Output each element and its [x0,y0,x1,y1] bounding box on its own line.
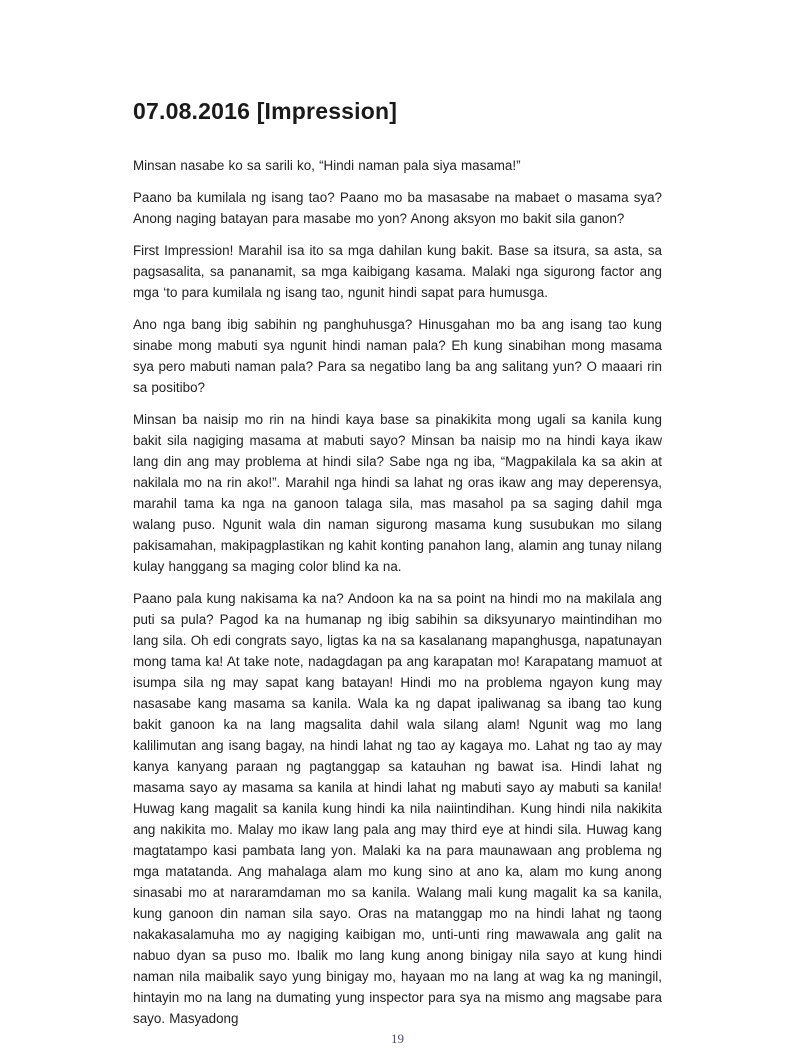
page-number: 19 [391,1031,404,1046]
page-title: 07.08.2016 [Impression] [133,98,398,124]
paragraph-3: First Impression! Marahil isa ito sa mga dahilan kung bakit. Base sa itsura, sa asta, sa pagsasalita, sa pananamit, sa mga kaibigang kasama. Malaki nga sigurong factor ang mga ‘to para kumilala ng isang tao, ngunit hindi sapat para humusga. [133,243,662,300]
paragraph-6: Paano pala kung nakisama ka na? Andoon ka na sa point na hindi mo na makilala ang puti sa pula? Pagod ka na humanap ng ibig sabihin sa diksyunaryo maintindihan mo lang sila. Oh edi congrats sayo, ligtas ka na sa kasalanang mapanghusga, napatunayan mong tama ka! At take note, nadagdagan pa ang karapatan mo! Karapatang mamuot at isumpa sila ng may sapat kang batayan! Hindi mo na problema ngayon kung may nasasabe kang masama sa kanila. Wala ka ng dapat ipaliwanag sa ibang tao kung bakit ganoon ka na lang magsalita dahil wala silang alam! Ngunit wag mo lang kalilimutan ang isang bagay, na hindi lahat ng tao ay kagaya mo. Lahat ng tao ay may kanya kanyang paraan ng pagtanggap sa katauhan ng bawat isa. Hindi lahat ng masama sayo ay masama sa kanila at hindi lahat ng mabuti sayo ay mabuti sa kanila! Huwag kang magalit sa kanila kung hindi ka nila naiintindihan. Kung hindi nila nakikita ang nakikita mo. Malay mo ikaw lang pala ang may third eye at hindi sila. Huwag kang magtatampo kasi pambata lang yon. Malaki ka na para maunawaan ang problema ng mga matatanda. Ang mahalaga alam mo kung sino at ano ka, alam mo kung anong sinasabi mo at nararamdaman mo sa kanila. Walang mali kung magalit ka sa kanila, kung ganoon din naman sila sayo. Oras na matanggap mo na hindi lahat ng taong nakakasalamuha mo ay nagiging kaibigan mo, unti-unti ring mawawala ang galit na nabuo dyan sa puso mo. Ibalik mo lang kung anong binigay nila sayo at kung hindi naman nila maibalik sayo yung binigay mo, hayaan mo na lang at wag ka ng maningil, hintayin mo na lang na dumating yung inspector para sya na mismo ang magsabe para sayo. Masyadong [133,591,662,1026]
paragraph-4: Ano nga bang ibig sabihin ng panghuhusga? Hinusgahan mo ba ang isang tao kung sinabe mong mabuti sya ngunit hindi naman pala? Eh kung sinabihan mong masama sya pero mabuti naman pala? Para sa negatibo lang ba ang salitang yun? O maaari rin sa positibo? [133,317,662,395]
paragraph-2: Paano ba kumilala ng isang tao? Paano mo ba masasabe na mabaet o masama sya? Anong naging batayan para masabe mo yon? Anong aksyon mo bakit sila ganon? [133,190,662,226]
paragraph-1: Minsan nasabe ko sa sarili ko, “Hindi naman pala siya masama!” [133,158,521,173]
paragraph-5: Minsan ba naisip mo rin na hindi kaya base sa pinakikita mong ugali sa kanila kung bakit sila nagiging masama at mabuti sayo? Minsan ba naisip mo na hindi kaya ikaw lang din ang may problema at hindi sila? Sabe nga ng iba, “Magpakilala ka sa akin at nakilala mo na rin ako!”. Marahil nga hindi sa lahat ng oras ikaw ang may deperensya, marahil tama ka nga na ganoon talaga sila, mas masahol pa sa saging dahil mga walang puso. Ngunit wala din naman sigurong masama kung susubukan mo silang pakisamahan, makipagplastikan ng kahit konting panahon lang, alamin ang tunay nilang kulay hanggang sa maging color blind ka na. [133,412,662,574]
